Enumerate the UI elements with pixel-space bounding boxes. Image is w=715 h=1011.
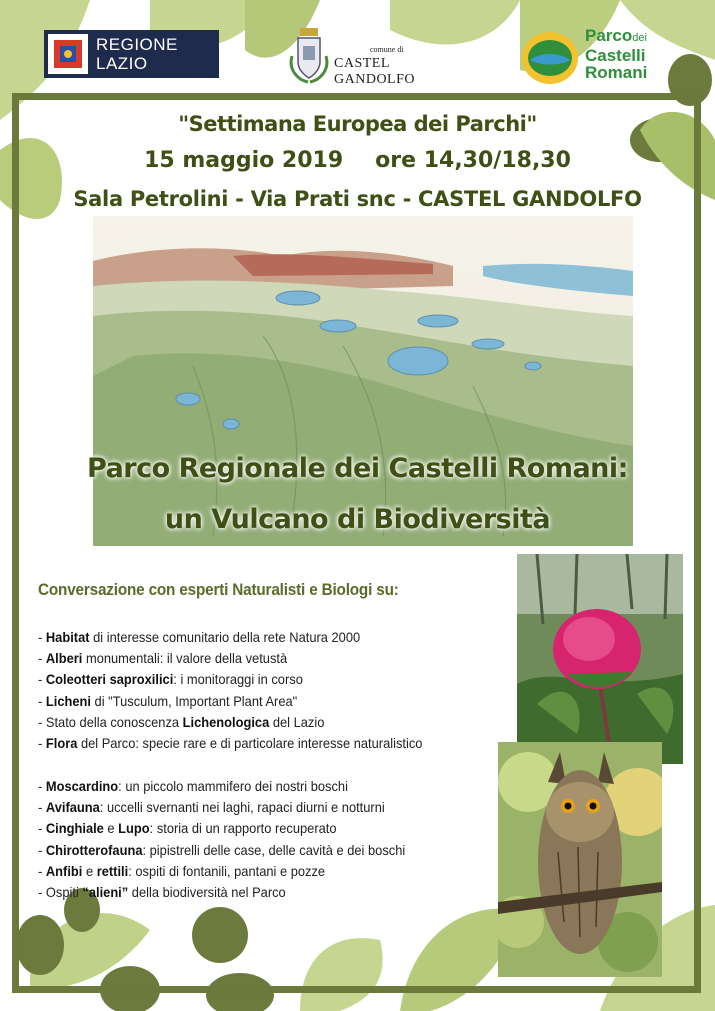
peony-photo xyxy=(517,554,683,764)
parco-dei: dei xyxy=(632,32,647,44)
list-item: - Anfibi e rettili: ospiti di fontanili, pantani e pozze xyxy=(38,862,326,879)
list-item: - Alberi monumentali: il valore della vetustà xyxy=(38,650,288,667)
parco-emblem-icon xyxy=(520,30,580,86)
intro-text: Conversazione con esperti Naturalisti e Biologi su: xyxy=(38,580,399,599)
main-title-line1: Parco Regionale dei Castelli Romani: xyxy=(87,453,628,484)
topics-list-plants xyxy=(38,627,516,754)
event-name: "Settimana Europea dei Parchi" xyxy=(178,112,537,136)
volcano-landscape-painting xyxy=(93,216,633,546)
list-item: - Cinghiale e Lupo: storia di un rapporto recuperato xyxy=(38,820,337,837)
main-title-line2: un Vulcano di Biodiversità xyxy=(164,504,551,535)
list-item: - Stato della conoscenza Lichenologica del Lazio xyxy=(38,713,325,730)
list-item: - Moscardino: un piccolo mammifero dei nostri boschi xyxy=(38,778,348,794)
comune-small-label: comune di xyxy=(370,45,404,54)
list-item: - Ospiti “alieni” della biodiversità nel Parco xyxy=(38,884,286,901)
list-item: - Avifauna: uccelli svernanti nei laghi, rapaci diurni e notturni xyxy=(38,799,385,816)
regione-lazio-logo xyxy=(44,30,219,78)
list-item: - Habitat di interesse comunitario della rete Natura 2000 xyxy=(38,629,361,645)
comune-castel-gandolfo-logo xyxy=(288,26,458,86)
regione-line2: LAZIO xyxy=(96,54,148,73)
event-time: ore 14,30/18,30 xyxy=(375,148,571,173)
comune-crest-icon xyxy=(288,26,330,86)
owl-photo xyxy=(498,742,662,977)
regione-line1: REGIONE xyxy=(96,35,178,54)
event-date: 15 maggio 2019 xyxy=(144,148,344,173)
comune-name: CASTEL GANDOLFO xyxy=(334,56,415,87)
event-venue: Sala Petrolini - Via Prati snc - CASTEL GANDOLFO xyxy=(73,187,642,211)
parco-line3: Romani xyxy=(585,63,648,82)
parco-castelli-romani-logo xyxy=(520,26,670,90)
parco-line2: Castelli xyxy=(585,46,646,65)
event-date-time xyxy=(0,148,715,173)
list-item: - Coleotteri saproxilici: i monitoraggi in corso xyxy=(38,671,303,688)
regione-emblem-icon xyxy=(48,34,88,74)
list-item: - Chirotterofauna: pipistrelli delle case, delle cavità e dei boschi xyxy=(38,841,406,858)
list-item: - Flora del Parco: specie rare e di particolare interesse naturalistico xyxy=(38,735,423,752)
topics-list-animals xyxy=(38,776,516,903)
parco-line1: Parco xyxy=(585,26,633,45)
list-item: - Licheni di "Tusculum, Important Plant Area" xyxy=(38,692,298,709)
